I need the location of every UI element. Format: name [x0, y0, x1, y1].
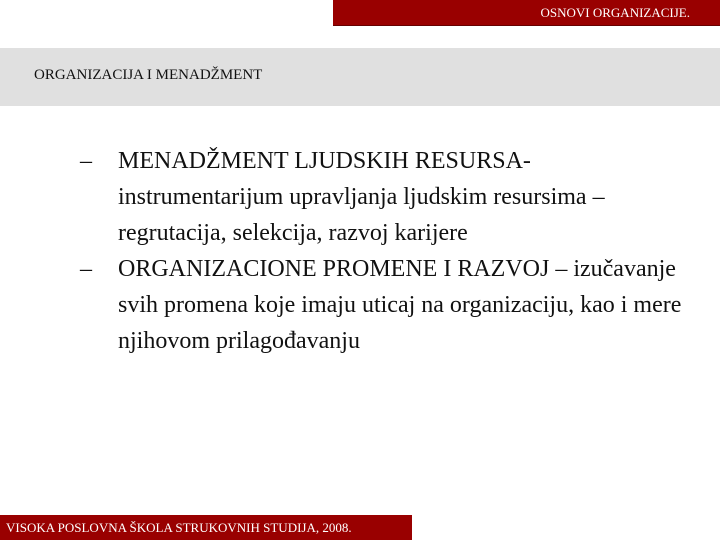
course-banner: OSNOVI ORGANIZACIJE.	[333, 0, 720, 26]
list-item	[80, 143, 690, 251]
bullet-list	[80, 143, 690, 359]
bullet-text: MENADŽMENT LJUDSKIH RESURSA- instrumentarijum upravljanja ljudskim resursima –regrutacija, selekcija, razvoj karijere	[118, 148, 605, 246]
list-item	[80, 251, 690, 359]
slide-title: ORGANIZACIJA I MENADŽMENT	[34, 67, 263, 83]
bullet-dash: –	[80, 148, 92, 174]
bullet-text: ORGANIZACIONE PROMENE I RAZVOJ – izučavanje svih promena koje imaju uticaj na organizaciju, kao i mere njihovom prilagođavanju	[118, 256, 682, 354]
bullet-dash: –	[80, 256, 92, 282]
footer-banner: VISOKA POSLOVNA ŠKOLA STRUKOVNIH STUDIJA, 2008.	[0, 515, 412, 540]
